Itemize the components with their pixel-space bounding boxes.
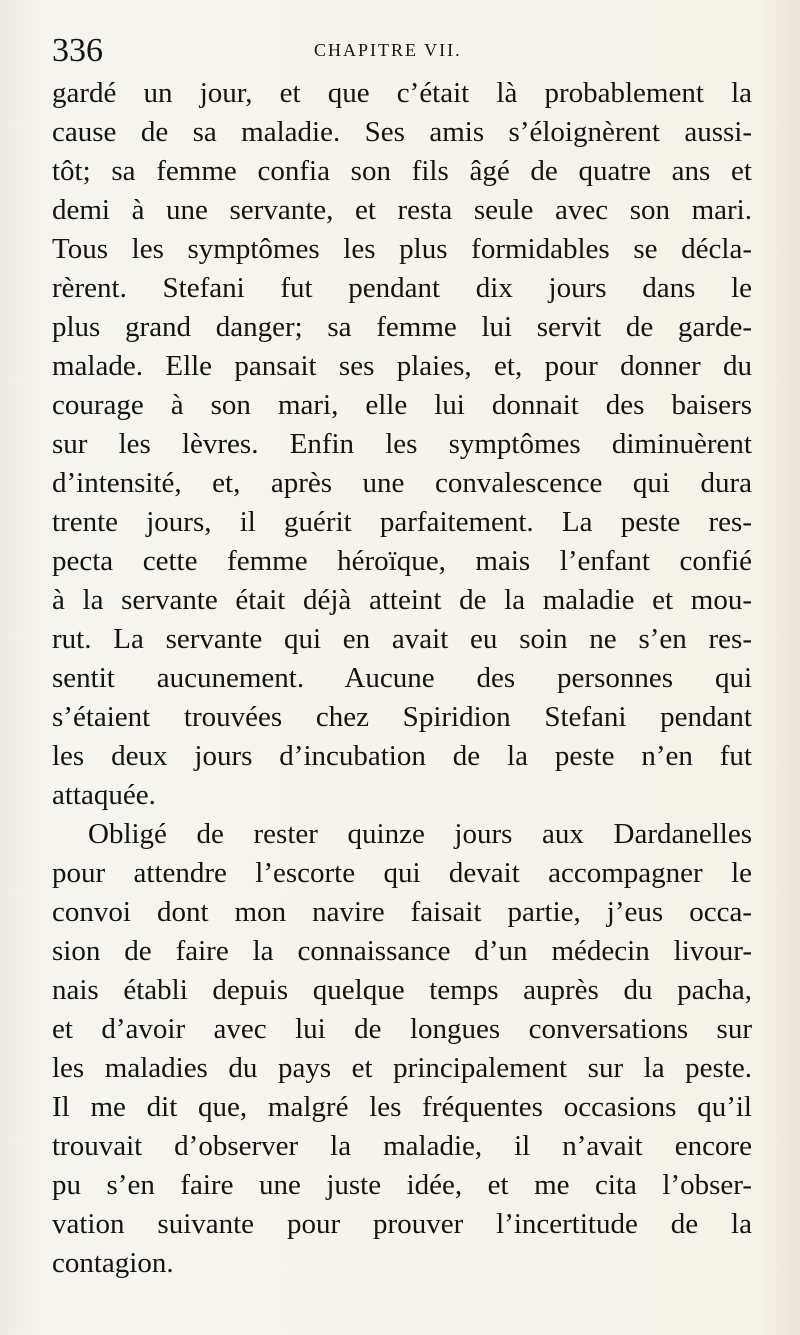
paragraph-start-line: Obligé de rester quinze jours aux Dardanelles bbox=[88, 818, 752, 850]
page-number: 336 bbox=[52, 32, 103, 69]
text-line: malade. Elle pansait ses plaies, et, pour donner du bbox=[52, 350, 752, 382]
text-line: Il me dit que, malgré les fréquentes occasions qu’il bbox=[52, 1091, 752, 1123]
text-line: gardé un jour, et que c’était là probablement la bbox=[52, 77, 752, 109]
text-line: nais établi depuis quelque temps auprès du pacha, bbox=[52, 974, 752, 1006]
text-line: convoi dont mon navire faisait partie, j’eus occa- bbox=[52, 896, 752, 928]
text-line: trouvait d’observer la maladie, il n’avait encore bbox=[52, 1130, 752, 1162]
text-line: pu s’en faire une juste idée, et me cita l’obser- bbox=[52, 1169, 752, 1201]
text-line: et d’avoir avec lui de longues conversations sur bbox=[52, 1013, 752, 1045]
text-line: Tous les symptômes les plus formidables se décla- bbox=[52, 233, 752, 265]
text-line: demi à une servante, et resta seule avec son mari. bbox=[52, 194, 752, 226]
running-head: CHAPITRE VII. bbox=[314, 40, 462, 60]
text-line: sion de faire la connaissance d’un médecin livour- bbox=[52, 935, 752, 967]
text-line: cause de sa maladie. Ses amis s’éloignèrent aussi- bbox=[52, 116, 752, 148]
text-line: les deux jours d’incubation de la peste n’en fut bbox=[52, 740, 752, 772]
text-line: vation suivante pour prouver l’incertitude de la bbox=[52, 1208, 752, 1240]
text-line: rut. La servante qui en avait eu soin ne s’en res- bbox=[52, 623, 752, 655]
text-line: sentit aucunement. Aucune des personnes qui bbox=[52, 662, 752, 694]
page-header bbox=[52, 26, 752, 76]
text-line: tôt; sa femme confia son fils âgé de quatre ans et bbox=[52, 155, 752, 187]
text-line: rèrent. Stefani fut pendant dix jours dans le bbox=[52, 272, 752, 304]
text-line: sur les lèvres. Enfin les symptômes diminuèrent bbox=[52, 428, 752, 460]
text-line: trente jours, il guérit parfaitement. La peste res- bbox=[52, 506, 752, 538]
text-line: d’intensité, et, après une convalescence qui dura bbox=[52, 467, 752, 499]
text-line: à la servante était déjà atteint de la maladie et mou- bbox=[52, 584, 752, 616]
text-line: pour attendre l’escorte qui devait accompagner le bbox=[52, 857, 752, 889]
paragraph-end-line: contagion. bbox=[52, 1247, 174, 1279]
text-line: plus grand danger; sa femme lui servit de garde- bbox=[52, 311, 752, 343]
text-line: courage à son mari, elle lui donnait des baisers bbox=[52, 389, 752, 421]
paragraph-end-line: attaquée. bbox=[52, 779, 156, 811]
text-line: pecta cette femme héroïque, mais l’enfant confié bbox=[52, 545, 752, 577]
text-line: s’étaient trouvées chez Spiridion Stefani pendant bbox=[52, 701, 752, 733]
text-line: les maladies du pays et principalement sur la peste. bbox=[52, 1052, 752, 1084]
body-text bbox=[52, 74, 752, 1283]
